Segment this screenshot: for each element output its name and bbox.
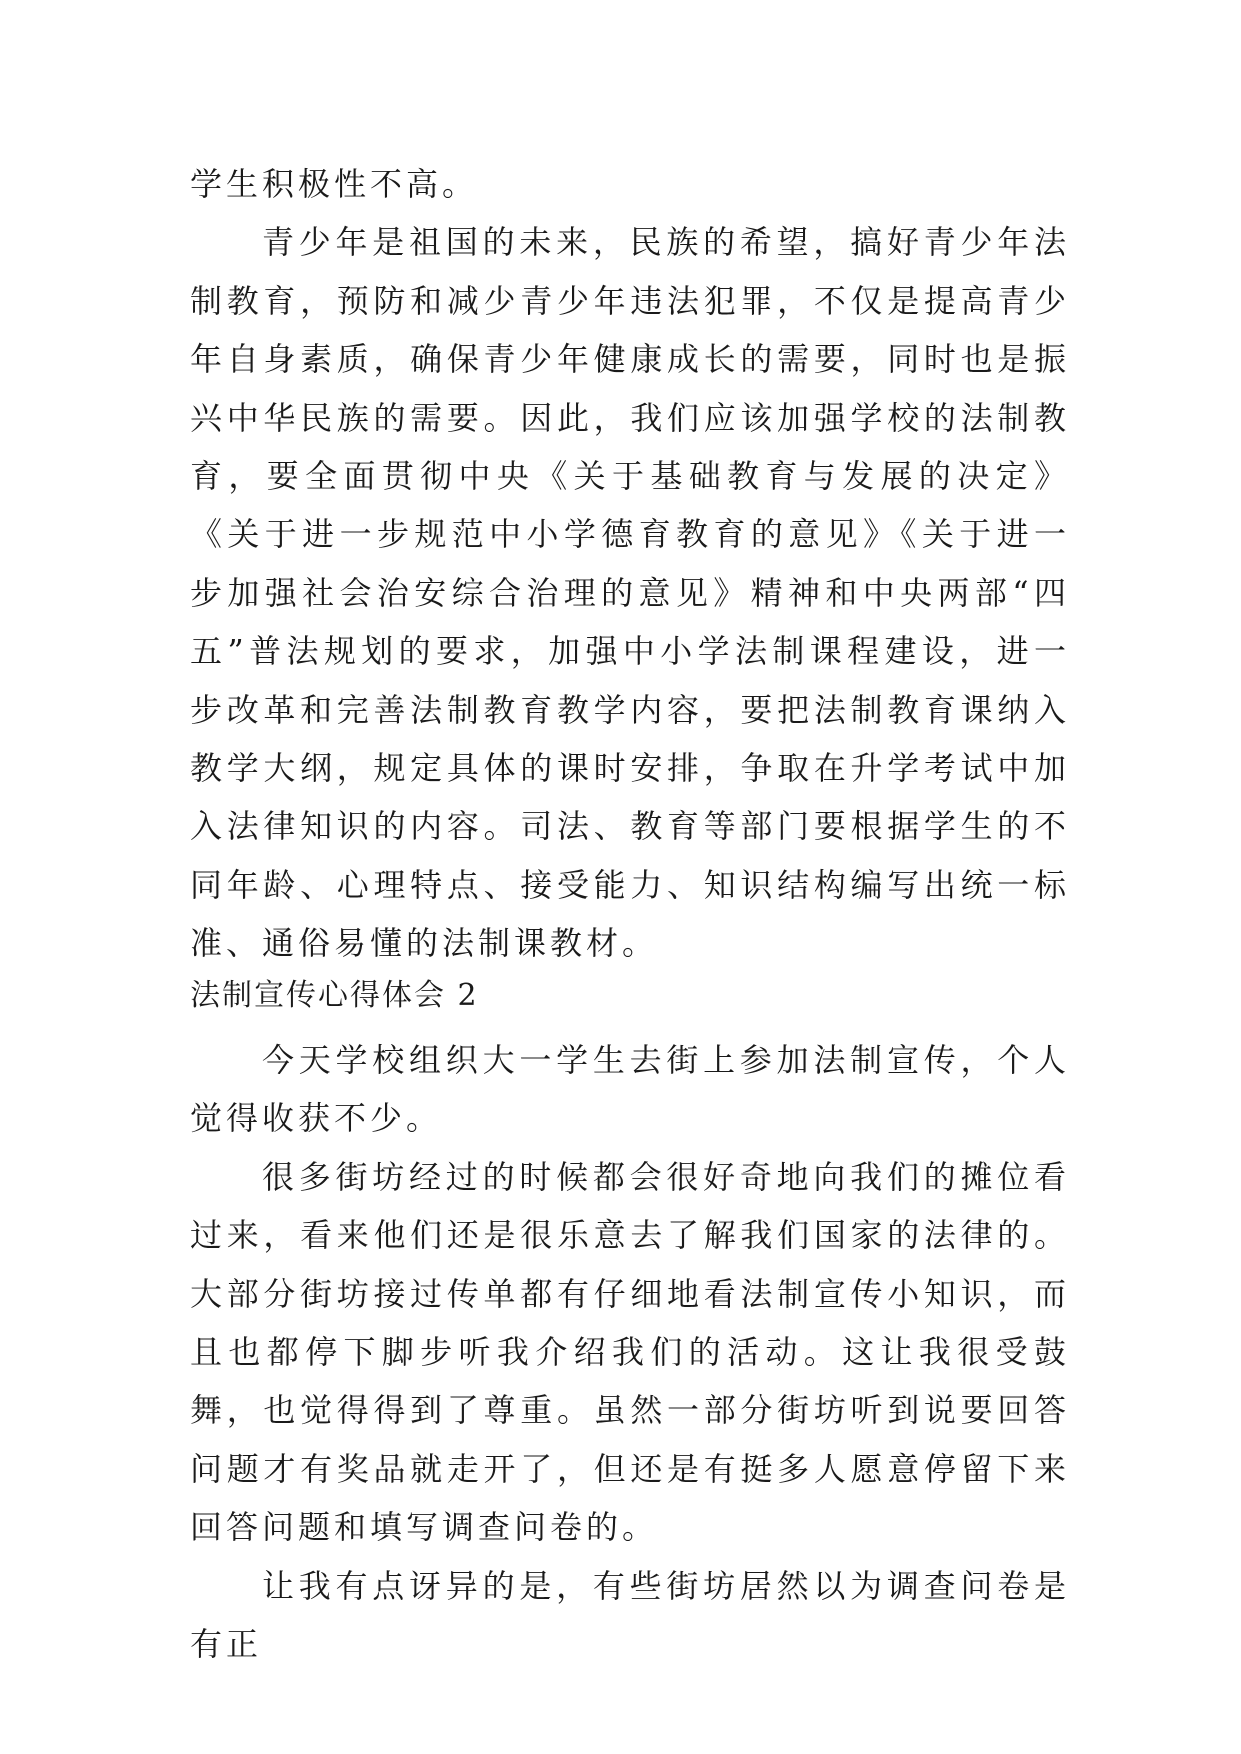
section1-body: [190, 155, 1070, 973]
paragraph: 今天学校组织大一学生去街上参加法制宣传，个人觉得收获不少。: [190, 1041, 1070, 1138]
paragraph: 青少年是祖国的未来，民族的希望，搞好青少年法制教育，预防和减少青少年违法犯罪，不仅是提高青少年自身素质，确保青少年健康成长的需要，同时也是振兴中华民族的需要。因此，我们应该加强学校的法制教育，要全面贯彻中央《关于基础教育与发展的决定》《关于进一步规范中小学德育教育的意见》《关于进一步加强社会治安综合治理的意见》精神和中央两部“四五”普法规划的要求，加强中小学法制课程建设，进一步改革和完善法制教育教学内容，要把法制教育课纳入教学大纲，规定具体的课时安排，争取在升学考试中加入法律知识的内容。司法、教育等部门要根据学生的不同年龄、心理特点、接受能力、知识结构编写出统一标准、通俗易懂的法制课教材。: [190, 223, 1070, 963]
section2-body: [190, 1031, 1070, 1673]
paragraph: 学生积极性不高。: [190, 165, 479, 203]
paragraph: 很多街坊经过的时候都会很好奇地向我们的摊位看过来，看来他们还是很乐意去了解我们国家的法律的。大部分街坊接过传单都有仔细地看法制宣传小知识，而且也都停下脚步听我介绍我们的活动。这让我很受鼓舞，也觉得得到了尊重。虽然一部分街坊听到说要回答问题才有奖品就走开了，但还是有挺多人愿意停留下来回答问题和填写调查问卷的。: [190, 1157, 1070, 1547]
section-heading: 法制宣传心得体会 2: [190, 978, 479, 1013]
paragraph: 让我有点讶异的是，有些街坊居然以为调查问卷是有正: [190, 1566, 1070, 1664]
